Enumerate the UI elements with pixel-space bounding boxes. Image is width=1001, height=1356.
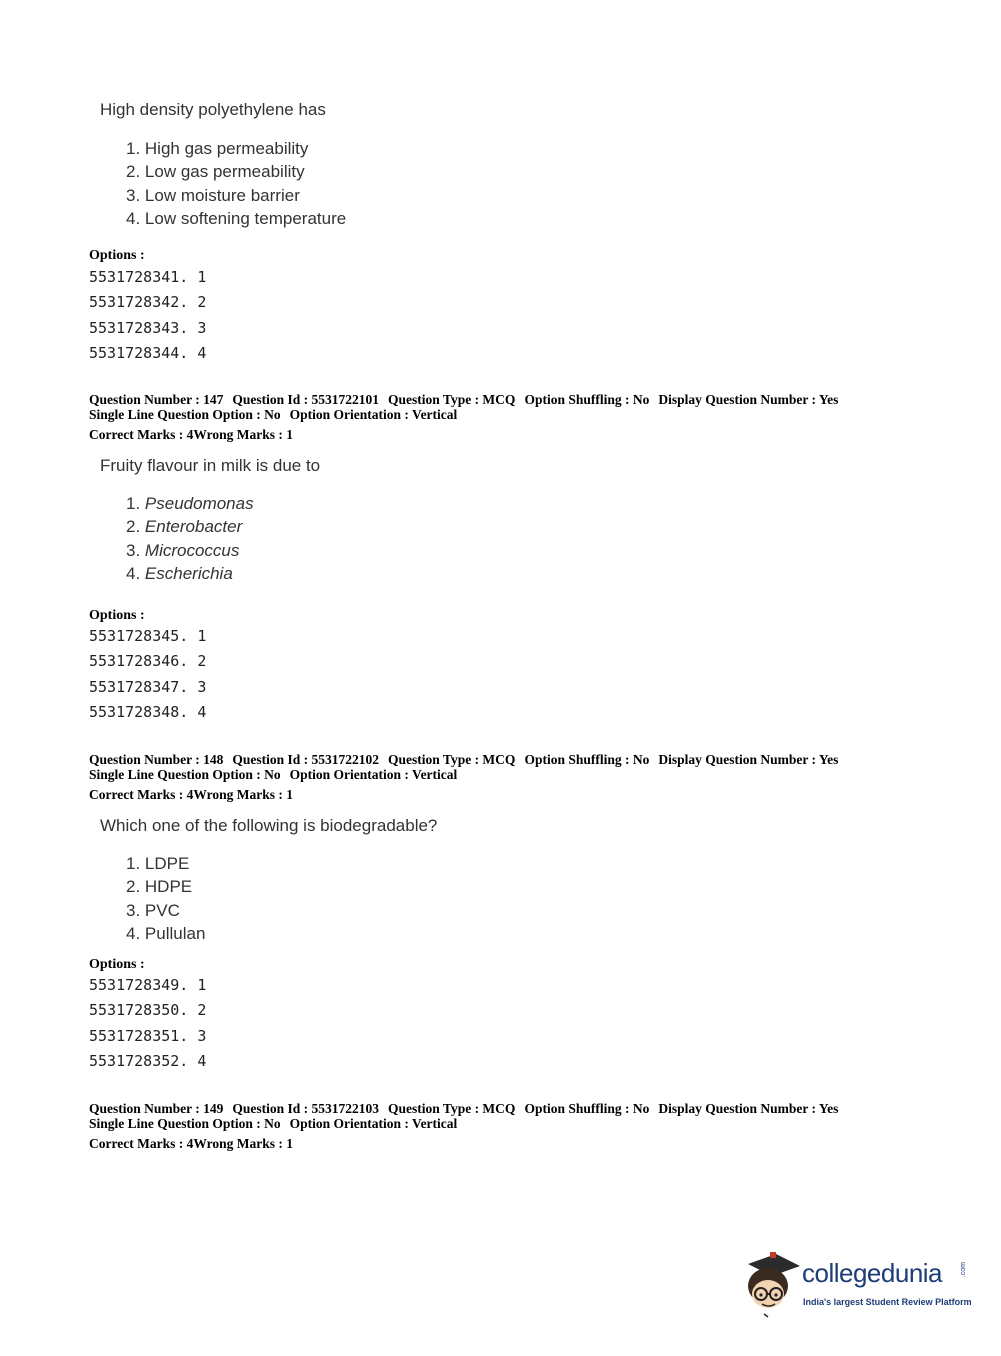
- option-id: 5531728348. 4: [89, 702, 207, 721]
- choice-item: 2. Low gas permeability: [126, 162, 305, 182]
- choice-item: 4. Pullulan: [126, 923, 206, 943]
- choice-item: 3. Low moisture barrier: [126, 185, 300, 205]
- logo-suffix: .com: [960, 1262, 967, 1278]
- question-meta: Question Number : 148 Question Id : 5531722102 Question Type : MCQ Option Shuffling : No Display Question Number : Yes Single Line Question Option : No Option Orientation : Vertical: [89, 752, 839, 782]
- option-id: 5531728341. 1: [89, 268, 207, 286]
- logo-tagline: India's largest Student Review Platform: [803, 1297, 972, 1307]
- choice-item: 1. High gas permeability: [126, 139, 309, 158]
- choice-list: [126, 137, 346, 230]
- option-id: 5531728351. 3: [89, 1026, 207, 1045]
- collegedunia-logo: [742, 1250, 972, 1320]
- choice-list: [126, 852, 205, 945]
- question-meta: Question Number : 149 Question Id : 5531722103 Question Type : MCQ Option Shuffling : No Display Question Number : Yes Single Line Question Option : No Option Orientation : Vertical: [89, 1101, 839, 1131]
- choice-item: 4. Escherichia: [126, 563, 233, 583]
- question-marks: Correct Marks : 4Wrong Marks : 1: [89, 787, 293, 802]
- choice-item: 1. LDPE: [126, 854, 190, 873]
- option-id: 5531728347. 3: [89, 677, 207, 696]
- question-stem: Fruity flavour in milk is due to: [100, 456, 321, 475]
- option-id: 5531728349. 1: [89, 976, 207, 994]
- question-marks: Correct Marks : 4Wrong Marks : 1: [89, 427, 293, 442]
- question-stem: Which one of the following is biodegradable?: [100, 816, 438, 835]
- options-label: Options :: [89, 248, 145, 263]
- question-marks: Correct Marks : 4Wrong Marks : 1: [89, 1136, 293, 1151]
- mascot-icon: [742, 1250, 804, 1320]
- options-label: Options :: [89, 608, 145, 623]
- option-id: 5531728346. 2: [89, 652, 207, 671]
- question-meta: Question Number : 147 Question Id : 5531722101 Question Type : MCQ Option Shuffling : No Display Question Number : Yes Single Line Question Option : No Option Orientation : Vertical: [89, 392, 839, 422]
- choice-item: 2. HDPE: [126, 877, 193, 897]
- option-id: 5531728352. 4: [89, 1051, 207, 1070]
- option-id: 5531728345. 1: [89, 627, 207, 645]
- option-id: 5531728350. 2: [89, 1001, 207, 1020]
- option-id: 5531728344. 4: [89, 343, 207, 362]
- option-id: 5531728342. 2: [89, 293, 207, 312]
- choice-item: 3. Micrococcus: [126, 540, 240, 560]
- option-id-list: [89, 265, 206, 366]
- option-id-list: [89, 973, 206, 1074]
- question-stem: High density polyethylene has: [100, 100, 326, 119]
- choice-item: 1. Pseudomonas: [126, 494, 254, 513]
- choice-list: [126, 492, 254, 585]
- logo-wordmark: collegedunia: [802, 1258, 943, 1288]
- choice-item: 4. Low softening temperature: [126, 208, 347, 228]
- options-label: Options :: [89, 957, 145, 972]
- choice-item: 3. PVC: [126, 900, 180, 920]
- option-id-list: [89, 624, 206, 725]
- choice-item: 2. Enterobacter: [126, 517, 243, 537]
- option-id: 5531728343. 3: [89, 318, 207, 337]
